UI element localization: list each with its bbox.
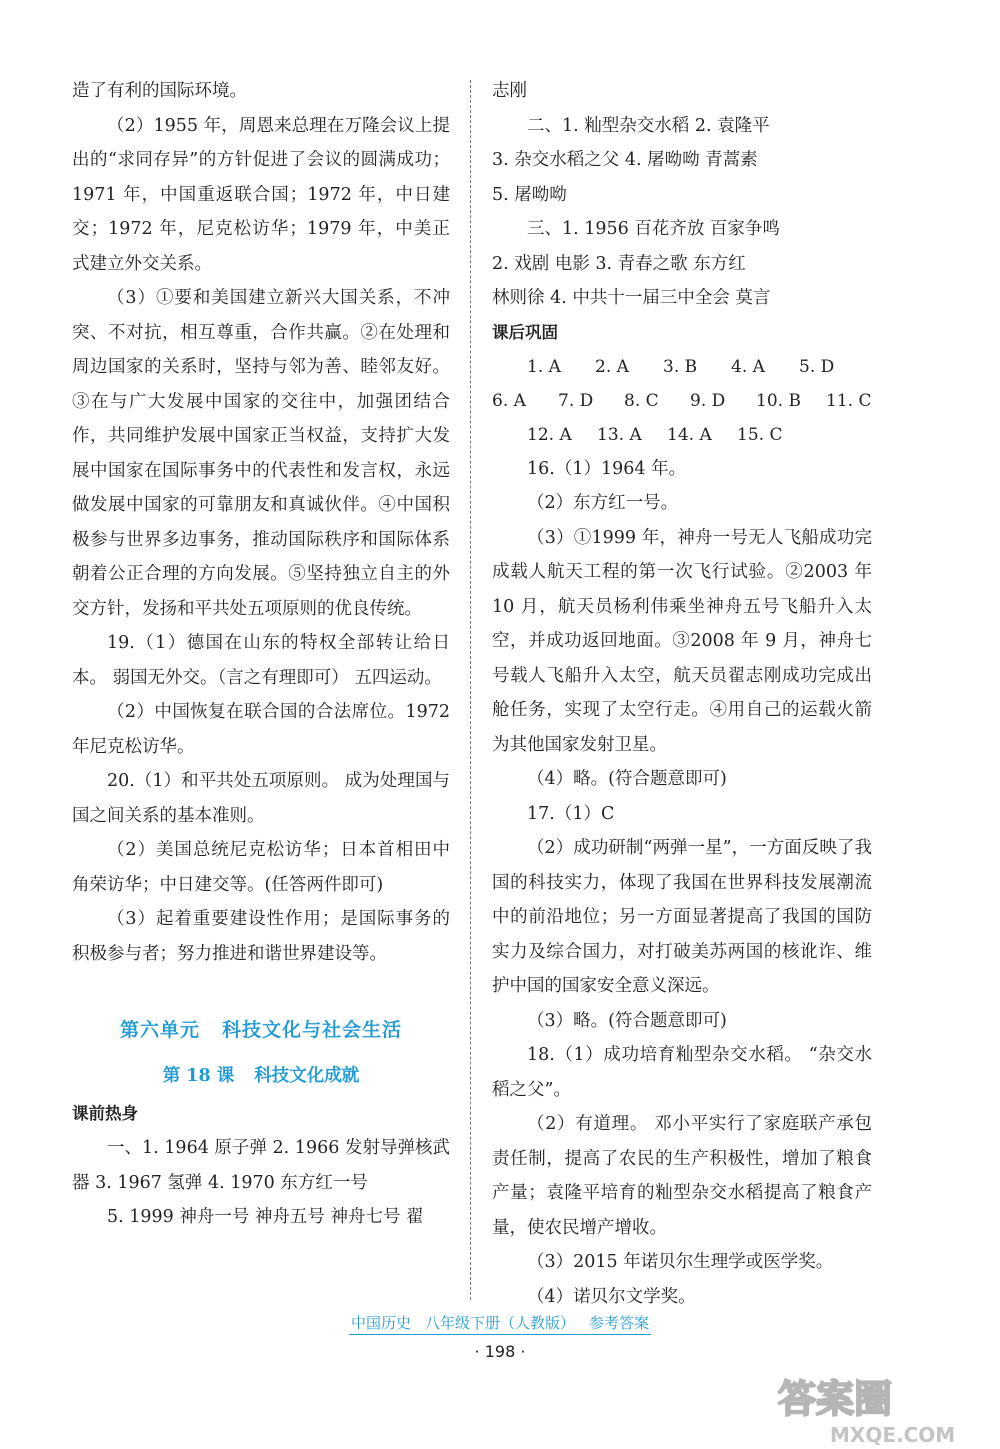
choice-answer: 7. D bbox=[558, 390, 594, 411]
answer-text: （3）①1999 年，神舟一号无人飞船成功完成载人航天工程的第一次飞行试验。②2003 年 10 月，航天员杨利伟乘坐神舟五号飞船升入太空，并成功返回地面。③2008 年 9 月，神舟七号载人飞船升入太空，航天员翟志刚成功完成出舱任务，实现了太空行走。④用自己的运载火箭为其他国家发射卫星。 bbox=[492, 527, 872, 755]
section-heading: 课前热身 bbox=[72, 1104, 138, 1123]
answer-text: （2）东方红一号。 bbox=[527, 493, 679, 513]
choice-answers-row bbox=[492, 384, 872, 418]
answer-text: 17.（1）C bbox=[527, 803, 615, 824]
lesson-number: 第 18 课 bbox=[162, 1066, 235, 1086]
answer-text: 林则徐 4. 中共十一届三中全会 莫言 bbox=[492, 288, 771, 308]
answer-text: （2）中国恢复在联合国的合法席位。1972 年尼克松访华。 bbox=[72, 702, 450, 757]
answer-text: （3）①要和美国建立新兴大国关系，不冲突、不对抗，相互尊重，合作共赢。②在处理和周边国家的关系时，坚持与邻为善、睦邻友好。③在与广大发展中国家的交往中，加强团结合作，共同维护发展中国家正当权益，支持扩大发展中国家在国际事务中的代表性和发言权，永远做发展中国家的可靠朋友和真诚伙伴。④中国积极参与世界多边事务，推动国际秩序和国际体系朝着公正合理的方向发展。⑤坚持独立自主的外交方针，发扬和平共处五项原则的优良传统。 bbox=[72, 288, 450, 619]
answer-text: 二、1. 籼型杂交水稻 2. 袁隆平 bbox=[527, 115, 770, 136]
footer-book-title bbox=[349, 1312, 651, 1335]
choice-answer: 5. D bbox=[799, 356, 835, 377]
unit-number: 第六单元 bbox=[119, 1019, 200, 1041]
choice-answers-row bbox=[492, 350, 872, 384]
choice-answer: 9. D bbox=[690, 390, 726, 411]
answer-text: 5. 屠呦呦 bbox=[492, 184, 567, 205]
choice-answer: 13. A bbox=[597, 424, 642, 445]
unit-title: 科技文化与社会生活 bbox=[222, 1019, 403, 1041]
answer-text: （3）略。(符合题意即可) bbox=[527, 1010, 727, 1031]
choice-answer: 10. B bbox=[756, 390, 801, 411]
page-footer bbox=[0, 1312, 1000, 1335]
answer-text: 一、1. 1964 原子弹 2. 1966 发射导弹核武器 3. 1967 氢弹 4. 1970 东方红一号 bbox=[72, 1138, 450, 1193]
answer-text: 19.（1）德国在山东的特权全部转让给日本。 弱国无外交。（言之有理即可） 五四运动。 bbox=[72, 633, 450, 688]
answer-text: 造了有利的国际环境。 bbox=[72, 81, 247, 101]
answer-text: （2）成功研制“两弹一星”，一方面反映了我国的科技实力，体现了我国在世界科技发展潮流中的前沿地位；另一方面显著提高了我国的国防实力及综合国力，对打破美苏两国的核讹诈、维护中国的国家安全意义深远。 bbox=[492, 838, 872, 996]
choice-answer: 15. C bbox=[737, 424, 783, 445]
answer-text: 三、1. 1956 百花齐放 百家争鸣 bbox=[527, 219, 780, 239]
watermark-text: 答案圈 bbox=[778, 1377, 893, 1421]
choice-answers-row bbox=[492, 418, 872, 452]
choice-answer: 14. A bbox=[667, 424, 712, 445]
choice-answer: 11. C bbox=[826, 390, 872, 411]
answer-text: （3）2015 年诺贝尔生理学或医学奖。 bbox=[527, 1252, 834, 1272]
choice-answer: 8. C bbox=[624, 390, 659, 411]
column-divider bbox=[470, 80, 471, 1300]
answer-text: 5. 1999 神舟一号 神舟五号 神舟七号 翟 bbox=[107, 1207, 424, 1227]
unit-heading bbox=[72, 1015, 450, 1042]
footer-label: 参考答案 bbox=[589, 1314, 650, 1332]
choice-answer: 1. A bbox=[527, 356, 561, 377]
choice-answer: 12. A bbox=[527, 424, 572, 445]
answer-text: （4）诺贝尔文学奖。 bbox=[527, 1286, 696, 1307]
section-heading: 课后巩固 bbox=[492, 322, 558, 342]
page-number: · 198 · bbox=[474, 1342, 526, 1361]
answer-text: （2）1955 年，周恩来总理在万隆会议上提出的“求同存异”的方针促进了会议的圆满成功；1971 年，中国重返联合国；1972 年，中日建交；1972 年，尼克松访华；1979 年，中美正式建立外交关系。 bbox=[72, 115, 450, 274]
answer-text: （2）美国总统尼克松访华；日本首相田中角荣访华；中日建交等。(任答两件即可) bbox=[72, 840, 450, 895]
answer-text: 2. 戏剧 电影 3. 青春之歌 东方红 bbox=[492, 253, 746, 274]
choice-answer: 6. A bbox=[492, 390, 526, 411]
watermark-url: MXQE.COM bbox=[830, 1423, 956, 1446]
choice-answer: 2. A bbox=[595, 356, 629, 377]
answer-text: 3. 杂交水稻之父 4. 屠呦呦 青蒿素 bbox=[492, 150, 758, 170]
answer-text: （2）有道理。 邓小平实行了家庭联产承包责任制，提高了农民的生产积极性，增加了粮食产量；袁隆平培育的籼型杂交水稻提高了粮食产量，使农民增产增收。 bbox=[492, 1114, 872, 1238]
choice-answer: 3. B bbox=[663, 356, 698, 377]
answer-text: 16.（1）1964 年。 bbox=[527, 458, 687, 479]
answer-text: 志刚 bbox=[492, 81, 527, 101]
choice-answer: 4. A bbox=[731, 356, 765, 377]
lesson-heading bbox=[72, 1062, 450, 1087]
answer-text: 18.（1）成功培育籼型杂交水稻。 “杂交水稻之父”。 bbox=[492, 1045, 872, 1100]
footer-grade: 八年级下册（人教版） bbox=[424, 1314, 575, 1332]
footer-subject: 中国历史 bbox=[350, 1314, 411, 1332]
watermark-logo-icon bbox=[770, 1370, 992, 1446]
answer-text: （3）起着重要建设性作用；是国际事务的积极参与者；努力推进和谐世界建设等。 bbox=[72, 909, 450, 964]
lesson-title: 科技文化成就 bbox=[254, 1066, 360, 1086]
left-column bbox=[72, 74, 450, 1235]
answer-text: （4）略。(符合题意即可) bbox=[527, 769, 727, 789]
answer-text: 20.（1）和平共处五项原则。 成为处理国与国之间关系的基本准则。 bbox=[72, 771, 450, 826]
right-column bbox=[492, 74, 872, 1314]
